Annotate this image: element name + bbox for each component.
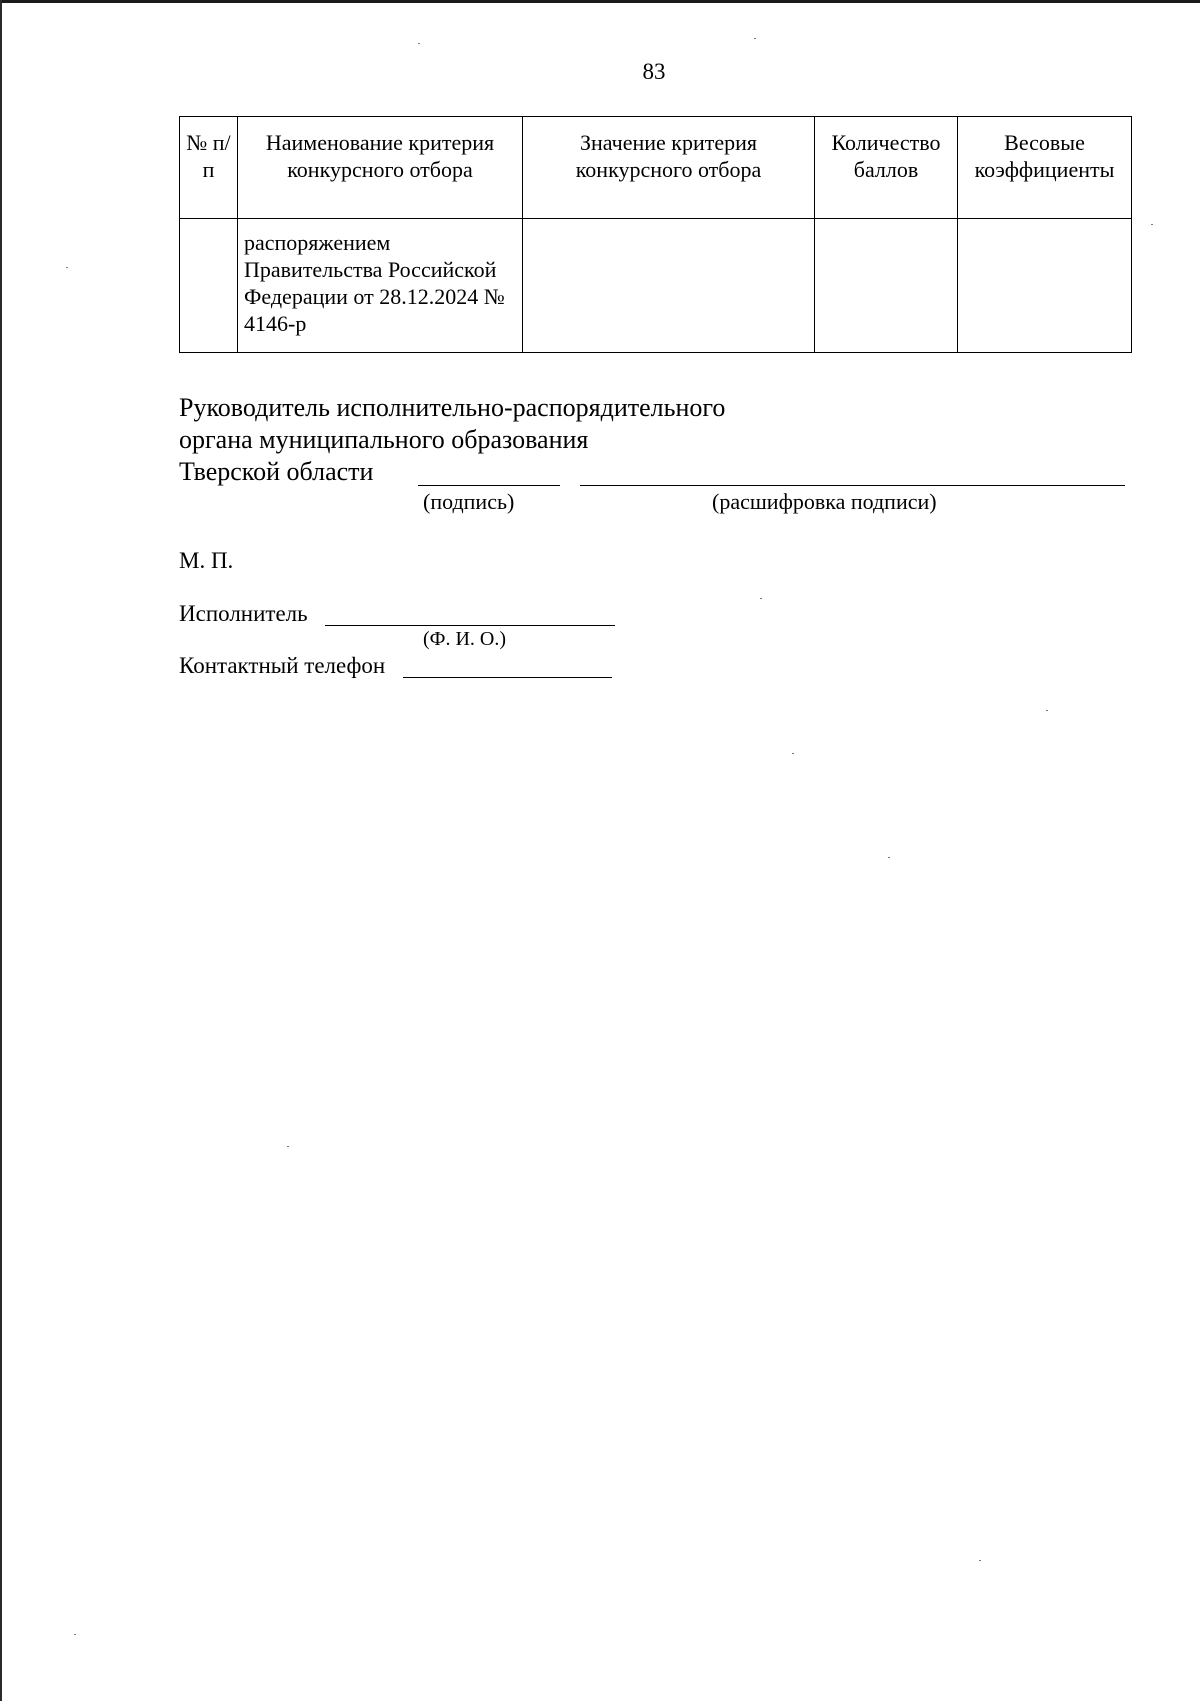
- scan-speck: [1046, 710, 1048, 711]
- header-number: № п/п: [180, 117, 238, 219]
- header-weights: Весовые коэффициенты: [958, 117, 1132, 219]
- executor-caption: (Ф. И. О.): [423, 628, 507, 650]
- criteria-table: [179, 116, 1132, 353]
- page-number: 83: [642, 59, 666, 84]
- scan-speck: [792, 753, 794, 754]
- signature-decoding-line: [580, 485, 1125, 486]
- scan-speck: [760, 598, 762, 599]
- table-header-row: [180, 117, 1132, 219]
- signatory-title-line1: Руководитель исполнительно-распорядительного: [179, 393, 726, 422]
- scan-left-edge: [0, 0, 2, 1701]
- cell-points: [815, 219, 958, 353]
- signature-caption: (подпись): [423, 489, 515, 514]
- scan-speck: [979, 1560, 981, 1561]
- scan-top-edge: [0, 0, 1200, 3]
- scan-speck: [66, 267, 68, 268]
- phone-line: [403, 677, 612, 678]
- scan-speck: [1151, 224, 1153, 225]
- scan-speck: [287, 1146, 289, 1147]
- cell-criterion-name: распоряжением Правительства Российской Федерации от 28.12.2024 № 4146-р: [238, 219, 523, 353]
- scan-speck: [754, 38, 756, 39]
- table-row: [180, 219, 1132, 353]
- signatory-title-line2: органа муниципального образования: [179, 425, 589, 454]
- phone-label: Контактный телефон: [179, 653, 386, 678]
- cell-criterion-value: [523, 219, 815, 353]
- scan-speck: [74, 1634, 76, 1635]
- signatory-title-line3: Тверской области: [179, 457, 374, 486]
- scan-speck: [888, 857, 890, 858]
- signature-decoding-caption: (расшифровка подписи): [712, 489, 937, 514]
- signatory-title: [179, 392, 725, 456]
- cell-number: [180, 219, 238, 353]
- signature-line: [418, 485, 560, 486]
- cell-weights: [958, 219, 1132, 353]
- header-points: Количество баллов: [815, 117, 958, 219]
- header-criterion-name: Наименование критерия конкурсного отбора: [238, 117, 523, 219]
- executor-label: Исполнитель: [179, 601, 308, 626]
- scan-speck: [418, 43, 420, 44]
- stamp-label: М. П.: [179, 548, 234, 573]
- header-criterion-value: Значение критерия конкурсного отбора: [523, 117, 815, 219]
